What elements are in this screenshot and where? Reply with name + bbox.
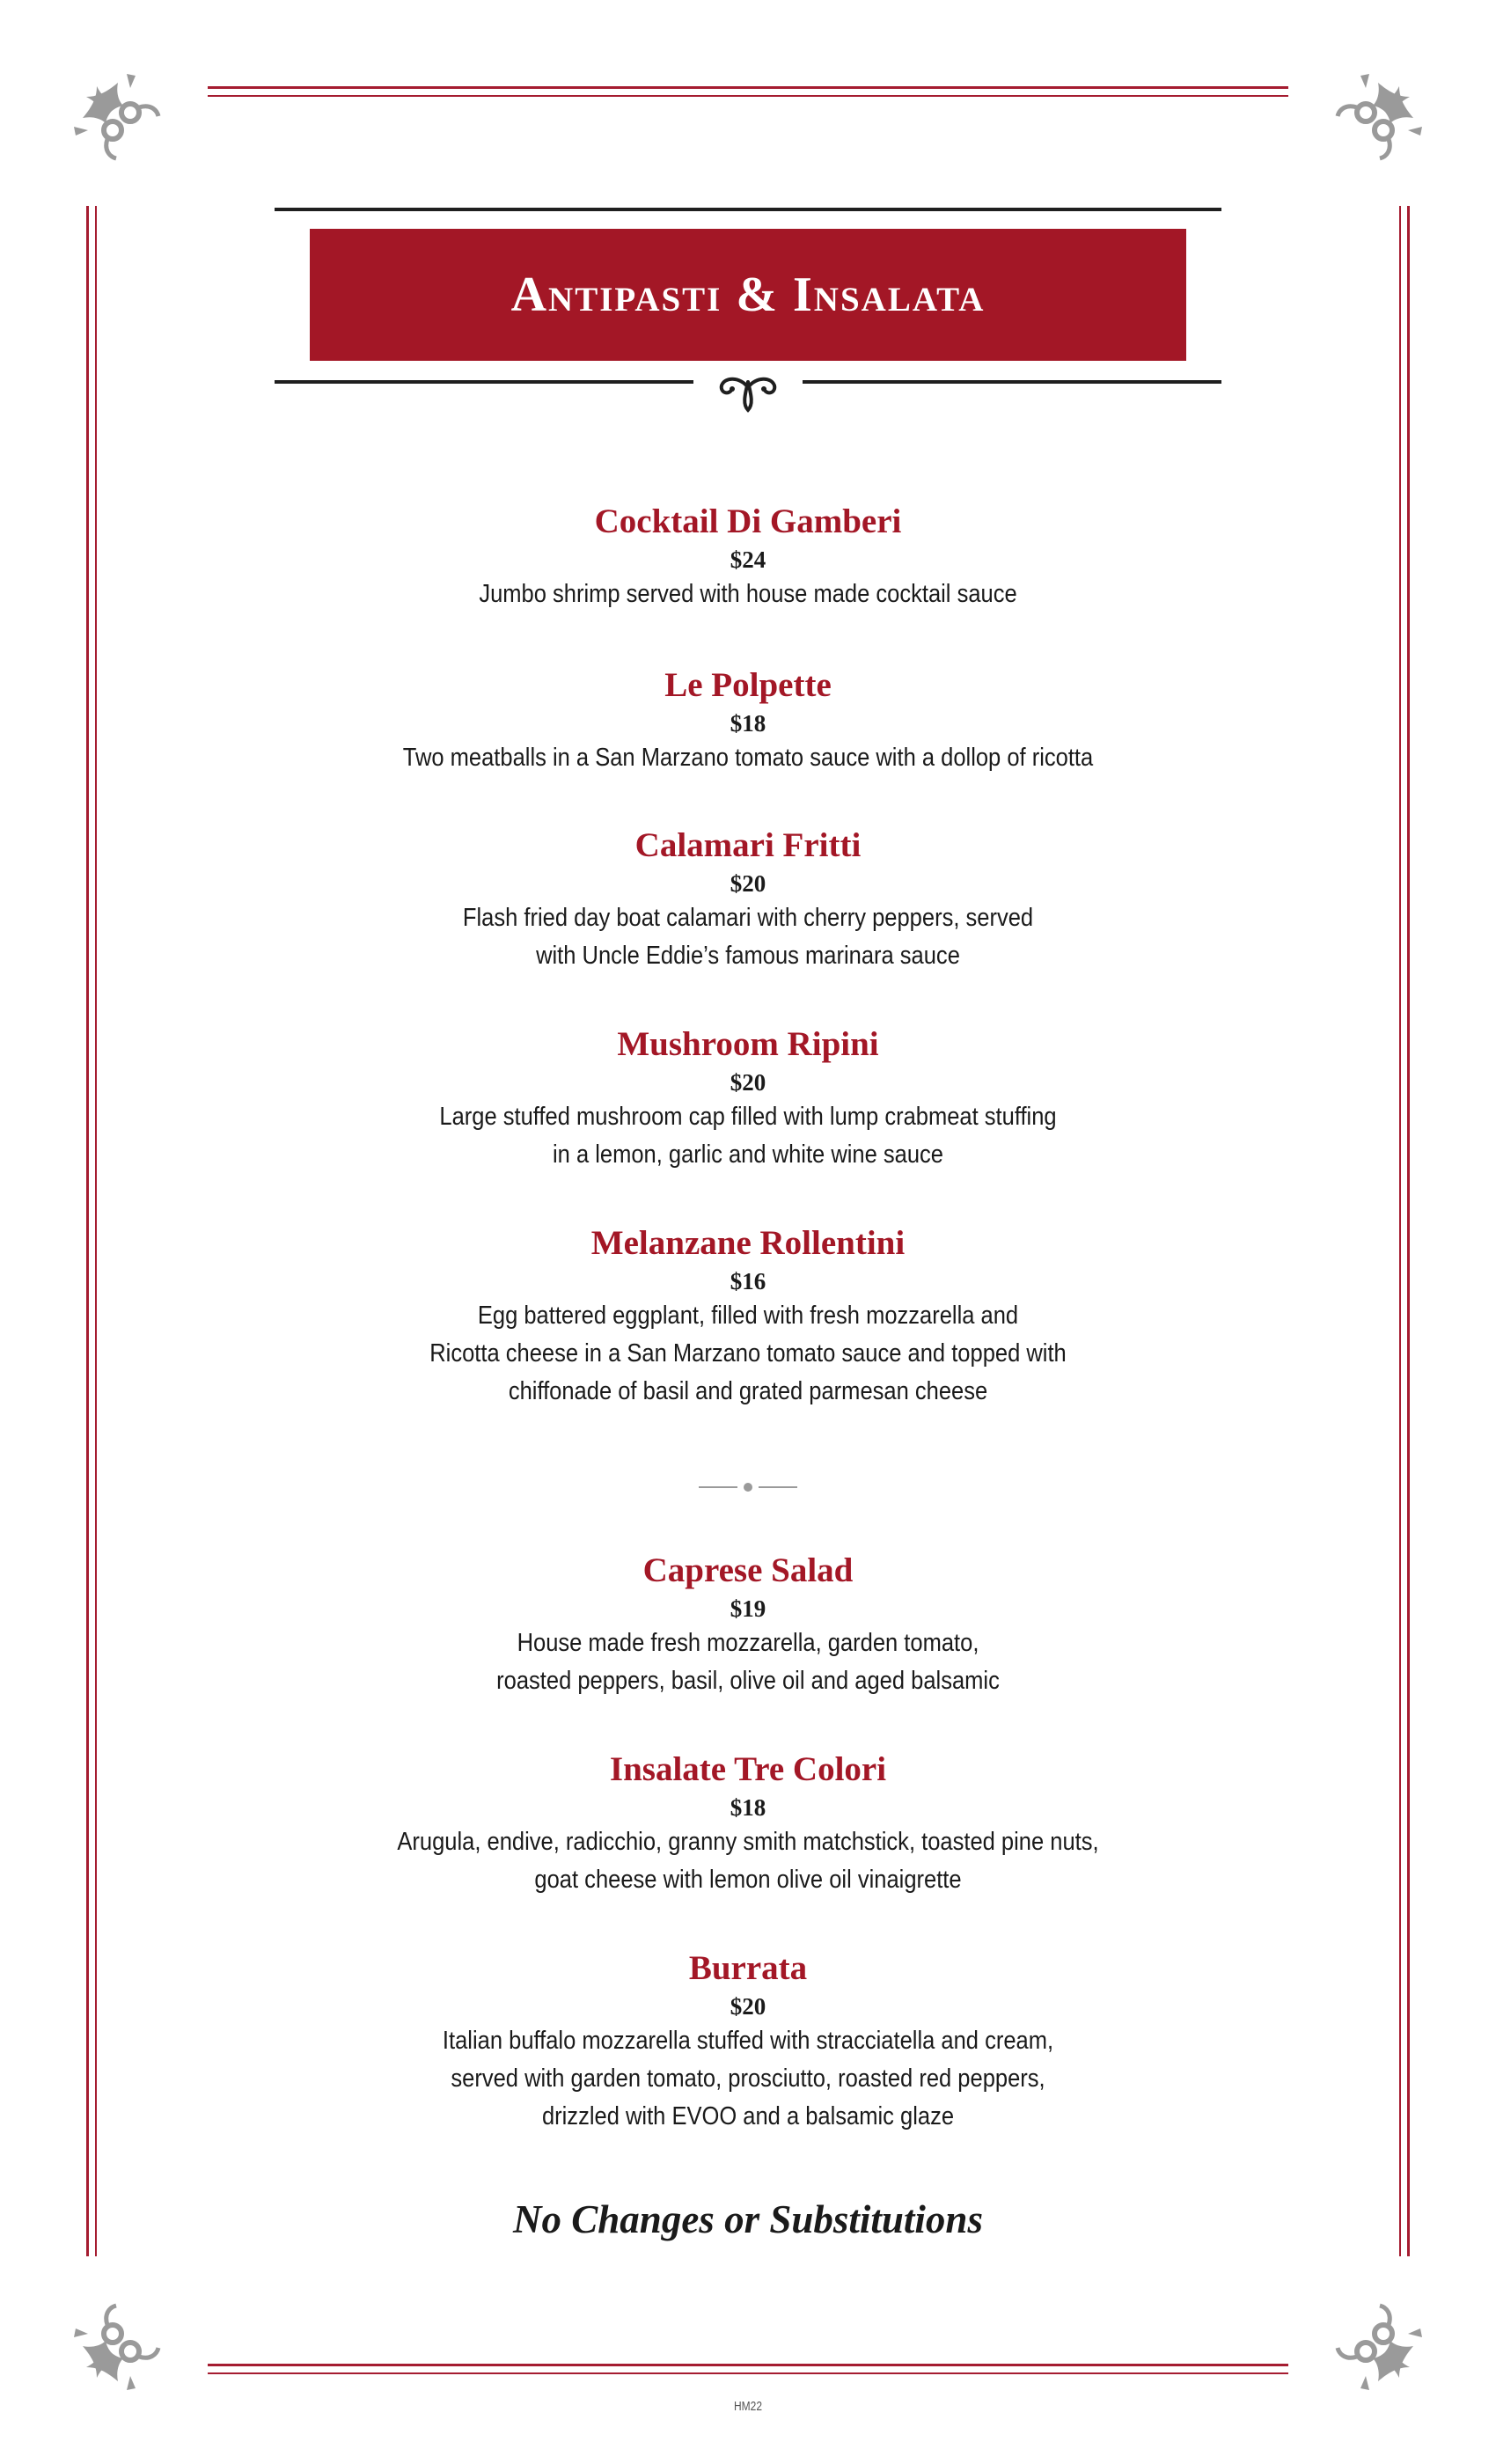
menu-item: [264, 664, 1232, 824]
item-description: Large stuffed mushroom cap filled with lump crabmeat stuffing in a lemon, garlic and white wine sauce: [439, 1103, 1057, 1169]
menu-item: [264, 1221, 1232, 1411]
item-name: Insalate Tre Colori: [609, 1750, 887, 1788]
scroll-ornament-icon: [713, 370, 783, 419]
corner-flourish-icon: [65, 2293, 171, 2399]
antipasti-section: [264, 500, 1232, 1411]
corner-flourish-icon: [65, 65, 171, 171]
item-description: Jumbo shrimp served with house made cocktail sauce: [479, 580, 1017, 608]
frame-top-line-inner: [208, 95, 1288, 97]
item-price: $20: [730, 1993, 766, 2020]
frame-left-line-outer: [86, 206, 89, 2256]
item-description: Italian buffalo mozzarella stuffed with stracciatella and cream, served with garden tomato, prosciutto, roasted red peppers, drizzled with EVOO and a balsamic glaze: [442, 2027, 1054, 2130]
item-price: $24: [730, 546, 766, 573]
title-banner: [310, 229, 1186, 361]
item-name: Le Polpette: [664, 666, 832, 704]
frame-left-line-inner: [95, 206, 97, 2256]
insalata-section: [264, 1549, 1232, 2136]
header-top-rule: [275, 208, 1221, 211]
item-name: Burrata: [688, 1949, 808, 1987]
header-bottom-rule-left: [275, 380, 693, 384]
item-description: Arugula, endive, radicchio, granny smith matchstick, toasted pine nuts, goat cheese with lemon olive oil vinaigrette: [397, 1828, 1099, 1894]
item-price: $20: [730, 1069, 766, 1096]
frame-right-line-inner: [1399, 206, 1401, 2256]
dot-divider-icon: [695, 1478, 801, 1496]
item-name: Cocktail Di Gamberi: [594, 502, 902, 540]
item-price: $19: [730, 1595, 766, 1622]
no-substitutions-note: No Changes or Substitutions: [513, 2197, 983, 2241]
item-description: Two meatballs in a San Marzano tomato sauce with a dollop of ricotta: [402, 744, 1094, 772]
item-price: $18: [730, 1794, 766, 1821]
item-name: Melanzane Rollentini: [590, 1224, 906, 1262]
frame-right-line-outer: [1407, 206, 1410, 2256]
menu-code: HM22: [733, 2399, 762, 2414]
item-name: Calamari Fritti: [634, 826, 862, 864]
header-bottom-rule-right: [803, 380, 1221, 384]
menu-item: [264, 1947, 1232, 2136]
item-price: $16: [730, 1268, 766, 1294]
page-title: Antipasti & Insalata: [510, 268, 986, 322]
menu-item: [264, 1748, 1232, 1947]
frame-top-line-outer: [208, 86, 1288, 89]
menu-item: [264, 1023, 1232, 1221]
item-price: $20: [730, 870, 766, 897]
corner-flourish-icon: [1325, 2293, 1431, 2399]
item-description: House made fresh mozzarella, garden tomato, roasted peppers, basil, olive oil and aged balsamic: [496, 1629, 1000, 1695]
menu-item: [264, 1549, 1232, 1748]
corner-flourish-icon: [1325, 65, 1431, 171]
item-name: Mushroom Ripini: [617, 1025, 879, 1063]
frame-bottom-line-inner: [208, 2372, 1288, 2374]
menu-item: [264, 824, 1232, 1023]
item-description: Egg battered eggplant, filled with fresh mozzarella and Ricotta cheese in a San Marzano tomato sauce and topped with chiffonade of basil and grated parmesan cheese: [429, 1302, 1067, 1405]
menu-item: [264, 500, 1232, 664]
item-description: Flash fried day boat calamari with cherry peppers, served with Uncle Eddie’s famous marinara sauce: [462, 904, 1034, 970]
item-price: $18: [730, 710, 766, 737]
frame-bottom-line-outer: [208, 2364, 1288, 2366]
item-name: Caprese Salad: [642, 1551, 854, 1589]
